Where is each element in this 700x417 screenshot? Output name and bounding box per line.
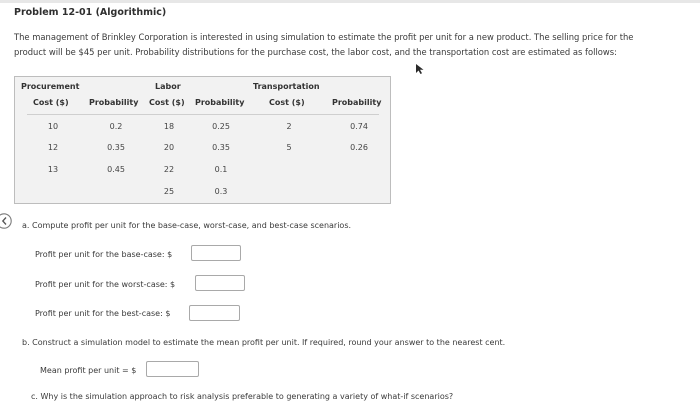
labor-probability-3: 0.1 xyxy=(214,165,228,174)
transportation-cost-2: 5 xyxy=(286,143,292,152)
labor-cost-4: 25 xyxy=(163,187,175,196)
top-divider xyxy=(0,0,700,3)
header-transportation-cost: Cost ($) xyxy=(269,98,305,107)
part-b-prompt: b. Construct a simulation model to estimate the mean profit per unit. If required, round your answer to the nearest cent. xyxy=(22,338,506,347)
transportation-probability-2: 0.26 xyxy=(350,143,368,152)
transportation-probability-1: 0.74 xyxy=(350,122,368,131)
base-case-input[interactable] xyxy=(191,245,241,261)
worst-case-input[interactable] xyxy=(195,275,245,291)
labor-cost-2: 20 xyxy=(163,143,175,152)
mouse-cursor-icon xyxy=(415,63,425,75)
procurement-probability-1: 0.2 xyxy=(109,122,123,131)
transportation-cost-1: 2 xyxy=(286,122,292,131)
bottom-crop-edge xyxy=(0,407,700,417)
header-probability-procurement: Probability xyxy=(89,98,139,107)
procurement-probability-3: 0.45 xyxy=(107,165,125,174)
intro-line-2: product will be $45 per unit. Probability distributions for the purchase cost, the labor cost, and the transportation cost are estimated as follows: xyxy=(14,46,617,57)
labor-cost-1: 18 xyxy=(163,122,175,131)
problem-title: Problem 12-01 (Algorithmic) xyxy=(14,7,167,18)
intro-line-1: The management of Brinkley Corporation is interested in using simulation to estimate the profit per unit for a new product. The selling price for the xyxy=(14,32,634,42)
procurement-cost-2: 12 xyxy=(47,143,59,152)
collapse-arrow-icon[interactable] xyxy=(0,213,16,229)
labor-probability-2: 0.35 xyxy=(212,143,230,152)
header-labor-cost: Cost ($) xyxy=(149,98,185,107)
labor-probability-1: 0.25 xyxy=(212,122,230,131)
base-case-label: Profit per unit for the base-case: $ xyxy=(35,250,173,259)
header-divider xyxy=(27,114,379,115)
worst-case-label: Profit per unit for the worst-case: $ xyxy=(35,280,176,289)
problem-intro xyxy=(14,30,686,59)
mean-profit-input[interactable] xyxy=(146,361,199,377)
header-probability-transportation: Probability xyxy=(332,98,382,107)
best-case-label: Profit per unit for the best-case: $ xyxy=(35,309,171,318)
cost-distribution-table xyxy=(14,76,391,204)
procurement-cost-1: 10 xyxy=(47,122,59,131)
header-probability-labor: Probability xyxy=(195,98,245,107)
labor-probability-4: 0.3 xyxy=(214,187,228,196)
header-transportation: Transportation xyxy=(253,82,320,91)
part-a-prompt: a. Compute profit per unit for the base-case, worst-case, and best-case scenarios. xyxy=(22,221,352,230)
best-case-input[interactable] xyxy=(189,305,240,321)
procurement-cost-3: 13 xyxy=(47,165,59,174)
part-c-prompt: c. Why is the simulation approach to risk analysis preferable to generating a variety of what-if scenarios? xyxy=(31,392,454,401)
header-procurement-cost: Cost ($) xyxy=(33,98,69,107)
header-labor: Labor xyxy=(155,82,181,91)
mean-profit-label: Mean profit per unit = $ xyxy=(40,366,137,375)
labor-cost-3: 22 xyxy=(163,165,175,174)
header-procurement: Procurement xyxy=(21,82,80,91)
procurement-probability-2: 0.35 xyxy=(107,143,125,152)
